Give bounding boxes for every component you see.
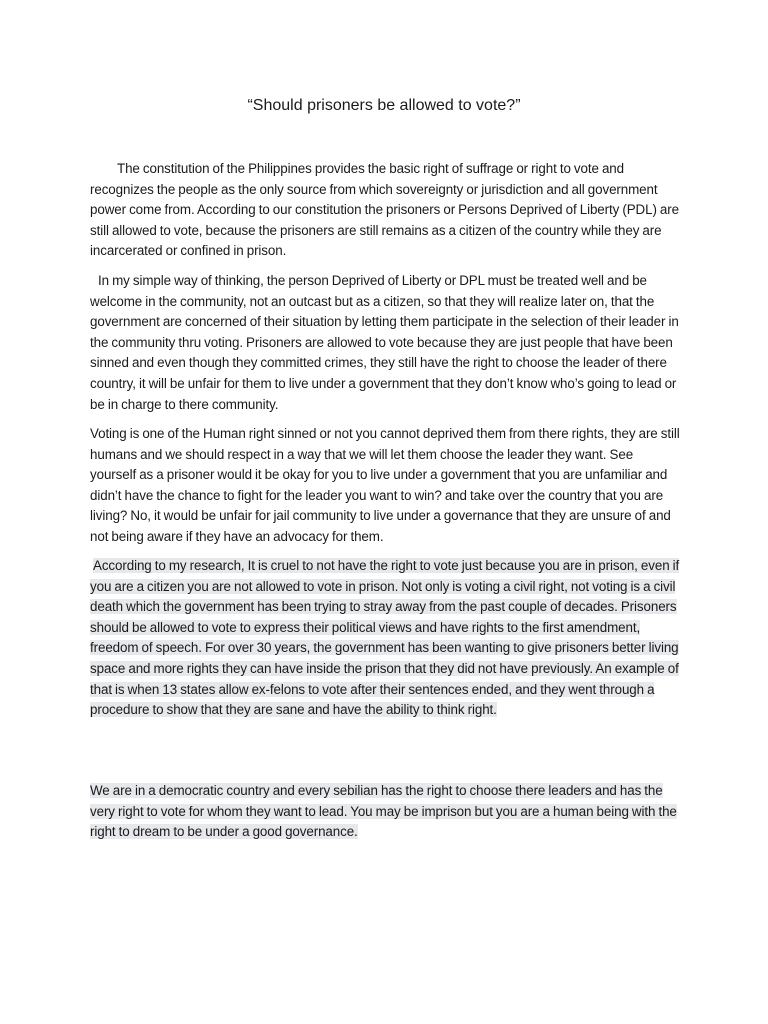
essay-title: “Should prisoners be allowed to vote?” <box>247 97 521 114</box>
highlighted-text-research: According to my research, It is cruel to not have the right to vote just because you are in prison, even if you are a citizen you are not allowed to vote in prison. Not only is voting a civil right, not voting is a civil death which the government has been trying to stray away from the past couple of decades. Prisoners should be allowed to vote to express their political views and have rights to the first amendment, freedom of speech. For over 30 years, the government has been wanting to give prisoners better living space and more rights they can have inside the prison that they did not have previously. An example of that is when 13 states allow ex-felons to vote after their sentences ended, and they went through a procedure to show that they are sane and have the ability to think right. <box>90 558 680 718</box>
paragraph-democratic-country <box>90 781 682 843</box>
highlighted-text-democratic: We are in a democratic country and every sebilian has the right to choose there leaders and has the very right to vote for whom they want to lead. You may be imprison but you are a human being with the right to dream to be under a good governance. <box>90 783 677 840</box>
paragraph-research <box>90 556 682 721</box>
paragraph-constitution: The constitution of the Philippines provides the basic right of suffrage or right to vote and recognizes the people as the only source from which sovereignty or jurisdiction and all government power come from. According to our constitution the prisoners or Persons Deprived of Liberty (PDL) are still allowed to vote, because the prisoners are still remains as a citizen of the country while they are incarcerated or confined in prison. <box>90 161 679 259</box>
paragraph-simple-thinking: In my simple way of thinking, the person Deprived of Liberty or DPL must be treated well and be welcome in the community, not an outcast but as a citizen, so that they will realize later on, that the government are concerned of their situation by letting them participate in the selection of their leader in the community thru voting. Prisoners are allowed to vote because they are just people that have been sinned and even though they committed crimes, they still have the right to choose the leader of there country, it will be unfair for them to live under a government that they don’t know who’s going to lead or be in charge to there community. <box>90 273 679 412</box>
paragraph-human-right: Voting is one of the Human right sinned or not you cannot deprived them from there rights, they are still humans and we should respect in a way that we will let them choose the leader they want. See yourself as a prisoner would it be okay for you to live under a government that you are unfamiliar and didn’t have the chance to fight for the leader you want to win? and take over the country that you are living? No, it would be unfair for jail community to live under a governance that they are unsure of and not being aware if they have an advocacy for them. <box>90 426 680 544</box>
